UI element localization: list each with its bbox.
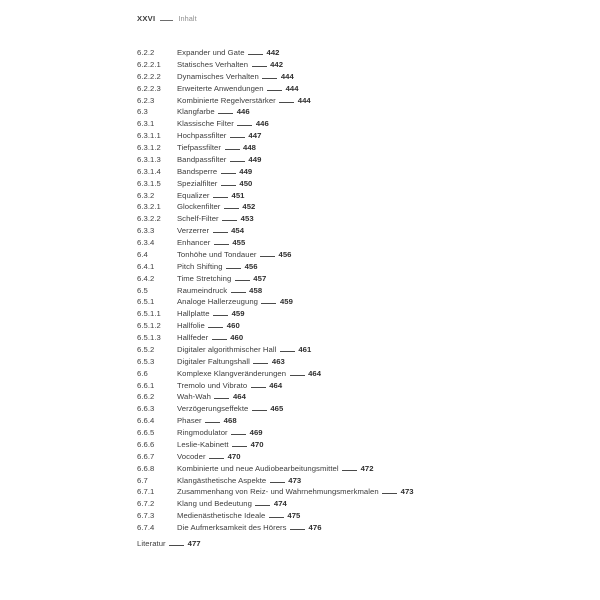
toc-entry-title: Hallfeder [177, 333, 209, 342]
toc-entry-body [177, 452, 241, 461]
toc-entry-body [177, 321, 240, 330]
toc-entry-number: 6.6.8 [137, 463, 155, 473]
toc-entry-title: Phaser [177, 416, 202, 426]
toc-entry[interactable] [137, 416, 557, 428]
toc-entry-page-number: 452 [242, 202, 256, 212]
toc-entry-page-number: 465 [270, 404, 284, 414]
toc-entry[interactable] [137, 476, 557, 488]
toc-entry-page-number: 453 [240, 214, 254, 224]
toc-leader-rule-icon [209, 458, 224, 459]
toc-leader-rule-icon [212, 339, 227, 340]
toc-entry[interactable] [137, 274, 557, 286]
toc-entry-page-number: 474 [273, 499, 287, 509]
toc-entry-page-number: 468 [223, 416, 237, 426]
toc-entry-title: Komplexe Klangveränderungen [177, 368, 287, 378]
toc-entry[interactable] [137, 60, 557, 72]
toc-entry-page-number: 460 [226, 321, 240, 331]
toc-entry-body [177, 191, 244, 200]
toc-entry-body [177, 428, 263, 437]
toc-entry-body [177, 202, 255, 211]
toc-leader-rule-icon [221, 185, 236, 186]
toc-entry[interactable] [137, 440, 557, 452]
toc-entry-page-number: 448 [243, 143, 256, 152]
toc-entry-page-number: 442 [266, 48, 280, 57]
toc-entry-title: Hochpassfilter [177, 131, 227, 141]
table-of-contents [137, 48, 557, 551]
toc-leader-rule-icon [232, 446, 247, 447]
toc-entry-title: Tonhöhe und Tondauer [177, 249, 257, 259]
toc-entry-number: 6.5.1.2 [137, 321, 161, 331]
toc-entry-number: 6.6.5 [137, 428, 155, 437]
toc-entry-page-number: 456 [278, 249, 292, 259]
toc-entry-body [177, 381, 282, 390]
toc-leader-rule-icon [267, 90, 282, 91]
toc-entry-title: Digitaler Faltungshall [177, 356, 250, 366]
toc-entry-number: 6.3.1.3 [137, 154, 161, 164]
toc-entry-page-number: 447 [248, 131, 262, 141]
toc-entry-title: Tremolo und Vibrato [177, 380, 248, 390]
toc-leader-rule-icon [205, 422, 220, 423]
toc-entry-number: 6.7.4 [137, 523, 155, 532]
toc-entry[interactable] [137, 345, 557, 357]
toc-entry-body [177, 143, 256, 152]
toc-entry-number: 6.3 [137, 107, 148, 117]
page-folio-number: XXVI [137, 14, 156, 23]
toc-entry-title: Verzerrer [177, 226, 210, 236]
toc-entry-number: 6.6 [137, 368, 148, 378]
toc-leader-rule-icon [262, 78, 277, 79]
toc-entry-title: Kombinierte Regelverstärker [177, 95, 276, 105]
toc-leader-rule-icon [237, 125, 252, 126]
toc-entry-title: Hallfolie [177, 321, 205, 331]
toc-entry-page-number: 470 [227, 451, 241, 461]
toc-entry-title: Klassische Filter [177, 119, 234, 129]
toc-entry[interactable] [137, 48, 557, 60]
toc-leader-rule-icon [280, 351, 295, 352]
toc-entry-page-number: 464 [308, 368, 322, 378]
toc-entry-body [177, 48, 280, 57]
toc-entry-page-number: 459 [279, 297, 293, 307]
toc-entry-body [177, 60, 283, 69]
toc-entry-page-number: 470 [250, 439, 264, 449]
toc-leader-rule-icon [248, 54, 263, 55]
toc-entry-title: Zusammenhang von Reiz- und Wahrnehmungsmerkmalen [177, 487, 379, 497]
toc-leader-rule-icon [214, 398, 229, 399]
toc-entry-title: Time Stretching [177, 273, 232, 283]
toc-entry-number: 6.2.2.1 [137, 59, 161, 69]
toc-entry-body [177, 131, 261, 140]
toc-leader-rule-icon [230, 137, 245, 138]
toc-entry-page-number: 464 [269, 380, 283, 390]
toc-entry-title: Schelf-Filter [177, 214, 219, 224]
toc-entry[interactable] [137, 487, 557, 499]
toc-entry-body [177, 464, 374, 473]
toc-leader-rule-icon [342, 470, 357, 471]
toc-entry-page-number: 463 [271, 356, 285, 366]
toc-entry[interactable] [137, 96, 557, 108]
toc-entry[interactable] [137, 214, 557, 226]
toc-entry-number: 6.2.3 [137, 95, 155, 105]
toc-leader-rule-icon [231, 434, 246, 435]
toc-entry-number: 6.2.2 [137, 48, 155, 57]
toc-entry[interactable] [137, 84, 557, 96]
toc-leader-rule-icon [290, 529, 305, 530]
toc-leader-rule-icon [214, 244, 229, 245]
toc-leader-rule-icon [208, 327, 223, 328]
toc-leader-rule-icon [222, 220, 237, 221]
toc-entry[interactable] [137, 191, 557, 203]
toc-entry-number: 6.3.2.1 [137, 202, 161, 212]
toc-entry-page-number: 464 [232, 392, 246, 402]
toc-entry-body [177, 72, 294, 81]
toc-entry-body [177, 84, 299, 93]
toc-entry-title: Kombinierte und neue Audiobearbeitungsmittel [177, 463, 339, 473]
toc-entry-body [177, 250, 292, 259]
toc-leader-rule-icon [224, 208, 239, 209]
toc-entry-body [177, 392, 246, 401]
toc-entry-number: 6.7.3 [137, 511, 155, 521]
toc-entry[interactable] [137, 381, 557, 393]
toc-entry[interactable] [137, 155, 557, 167]
toc-entry-number: 6.6.6 [137, 439, 155, 449]
toc-entry-title: Ringmodulator [177, 428, 228, 437]
toc-entry-title: Bandpassfilter [177, 154, 227, 164]
toc-entry-body [177, 511, 300, 520]
toc-entry[interactable] [137, 286, 557, 298]
toc-entry-number: 6.7.1 [137, 487, 155, 497]
toc-entry-page-number: 449 [239, 166, 253, 176]
toc-leader-rule-icon [261, 303, 276, 304]
toc-leader-rule-icon [270, 482, 285, 483]
toc-entry-number: 6.3.1.5 [137, 178, 161, 188]
toc-entry-body [177, 404, 283, 413]
toc-leader-rule-icon [226, 268, 241, 269]
toc-entry-page-number: 456 [244, 261, 258, 271]
toc-leader-rule-icon [213, 232, 228, 233]
toc-entry-number: 6.6.2 [137, 392, 155, 402]
toc-entry-number: 6.3.3 [137, 226, 155, 236]
toc-entry-number: 6.3.4 [137, 238, 155, 247]
toc-entry[interactable] [137, 226, 557, 238]
toc-entry-title: Leslie-Kabinett [177, 439, 229, 449]
toc-leader-rule-icon [213, 197, 228, 198]
toc-entry-number: 6.3.1.2 [137, 143, 161, 152]
toc-entry-page-number: 450 [239, 178, 253, 188]
toc-entry-body [177, 238, 245, 247]
toc-entry-body [177, 487, 414, 496]
toc-entry-body [177, 167, 252, 176]
toc-entry[interactable] [137, 539, 557, 551]
toc-entry-page-number: 473 [288, 475, 302, 485]
toc-entry[interactable] [137, 357, 557, 369]
toc-entry-number: 6.6.3 [137, 404, 155, 414]
toc-entry-body [177, 96, 311, 105]
toc-entry-body [177, 286, 262, 295]
toc-entry[interactable] [137, 131, 557, 143]
toc-entry[interactable] [137, 179, 557, 191]
toc-entry-body [137, 539, 201, 548]
toc-entry-body [177, 226, 244, 235]
toc-entry[interactable] [137, 143, 557, 155]
toc-entry-title: Hallplatte [177, 309, 210, 319]
toc-entry-page-number: 454 [231, 226, 245, 236]
running-head-label: Inhalt [178, 14, 197, 23]
toc-leader-rule-icon [221, 173, 236, 174]
toc-leader-rule-icon [231, 292, 246, 293]
toc-entry-page-number: 458 [249, 285, 263, 295]
toc-entry[interactable] [137, 452, 557, 464]
toc-entry-body [177, 297, 293, 306]
toc-entry-number: 6.6.7 [137, 451, 155, 461]
toc-leader-rule-icon [235, 280, 250, 281]
toc-entry-body [177, 369, 321, 378]
running-head [137, 14, 197, 23]
toc-entry-number: 6.3.2 [137, 190, 155, 200]
toc-entry-title: Verzögerungseffekte [177, 404, 249, 414]
toc-entry-title: Tiefpassfilter [177, 143, 221, 152]
toc-entry-number: 6.5.1 [137, 297, 155, 307]
toc-entry-page-number: 444 [297, 95, 311, 105]
toc-leader-rule-icon [213, 315, 228, 316]
toc-entry-number: 6.3.1.4 [137, 166, 161, 176]
toc-entry-title: Bandsperre [177, 166, 218, 176]
toc-entry[interactable] [137, 369, 557, 381]
toc-entry[interactable] [137, 309, 557, 321]
toc-entry-body [177, 309, 245, 318]
toc-entry[interactable] [137, 167, 557, 179]
toc-entry-page-number: 455 [232, 238, 246, 247]
toc-entry-title: Expander und Gate [177, 48, 245, 57]
toc-leader-rule-icon [290, 375, 305, 376]
toc-entry-body [177, 499, 287, 508]
toc-entry-title: Raumeindruck [177, 285, 228, 295]
toc-entry[interactable] [137, 262, 557, 274]
toc-entry-body [177, 179, 252, 188]
toc-entry[interactable] [137, 333, 557, 345]
toc-entry-title: Vocoder [177, 451, 206, 461]
toc-leader-rule-icon [382, 493, 397, 494]
toc-entry-title: Literatur [137, 539, 166, 549]
toc-entry[interactable] [137, 392, 557, 404]
toc-entry[interactable] [137, 511, 557, 523]
toc-entry-number: 6.3.1.1 [137, 131, 161, 141]
toc-entry-page-number: 461 [298, 344, 312, 354]
toc-entry-title: Wah-Wah [177, 392, 211, 402]
toc-entry-page-number: 475 [287, 511, 301, 521]
toc-entry[interactable] [137, 119, 557, 131]
toc-entry-number: 6.7.2 [137, 499, 155, 509]
toc-entry[interactable] [137, 499, 557, 511]
toc-entry-page-number: 472 [360, 463, 374, 473]
toc-entry[interactable] [137, 250, 557, 262]
toc-entry-title: Klangfarbe [177, 107, 215, 117]
toc-entry-body [177, 416, 237, 425]
toc-entry-number: 6.3.1 [137, 119, 155, 129]
toc-entry-number: 6.2.2.2 [137, 71, 161, 81]
toc-entry-number: 6.5.3 [137, 356, 155, 366]
toc-entry-body [177, 357, 285, 366]
toc-entry-title: Klangästhetische Aspekte [177, 475, 267, 485]
toc-leader-rule-icon [255, 505, 270, 506]
toc-entry-title: Medienästhetische Ideale [177, 511, 266, 521]
toc-entry-title: Digitaler algorithmischer Hall [177, 344, 277, 354]
toc-entry[interactable] [137, 297, 557, 309]
toc-entry-number: 6.4.1 [137, 261, 155, 271]
toc-entry-number: 6.4 [137, 249, 148, 259]
toc-entry-body [177, 523, 322, 532]
toc-entry-page-number: 459 [231, 309, 245, 319]
toc-entry-page-number: 477 [187, 539, 201, 549]
toc-leader-rule-icon [252, 410, 267, 411]
toc-entry-page-number: 460 [230, 333, 244, 342]
toc-entry-title: Pitch Shifting [177, 261, 223, 271]
toc-entry-body [177, 440, 264, 449]
toc-entry-number: 6.4.2 [137, 273, 155, 283]
toc-entry-number: 6.5.2 [137, 344, 155, 354]
toc-entry-title: Analoge Hallerzeugung [177, 297, 258, 307]
toc-entry-body [177, 119, 269, 128]
toc-entry-page-number: 449 [248, 154, 262, 164]
toc-entry[interactable] [137, 523, 557, 535]
toc-entry-page-number: 446 [255, 119, 269, 129]
toc-entry-title: Statisches Verhalten [177, 59, 249, 69]
toc-entry-number: 6.6.4 [137, 416, 155, 426]
toc-entry-number: 6.2.2.3 [137, 83, 161, 93]
toc-leader-rule-icon [253, 363, 268, 364]
toc-entry-title: Spezialfilter [177, 178, 218, 188]
toc-entry[interactable] [137, 202, 557, 214]
toc-leader-rule-icon [169, 545, 184, 546]
toc-entry-body [177, 345, 311, 354]
toc-entry-title: Dynamisches Verhalten [177, 71, 259, 81]
toc-entry-page-number: 444 [280, 71, 294, 81]
toc-entry-title: Erweiterte Anwendungen [177, 83, 264, 93]
toc-entry-page-number: 451 [231, 190, 245, 200]
toc-leader-rule-icon [252, 66, 267, 67]
toc-entry[interactable] [137, 107, 557, 119]
toc-leader-rule-icon [230, 161, 245, 162]
toc-entry-page-number: 476 [308, 523, 322, 532]
toc-entry-title: Klang und Bedeutung [177, 499, 252, 509]
toc-entry-body [177, 214, 254, 223]
toc-entry[interactable] [137, 404, 557, 416]
toc-leader-rule-icon [269, 517, 284, 518]
toc-entry-body [177, 274, 266, 283]
toc-entry[interactable] [137, 464, 557, 476]
toc-entry-body [177, 476, 301, 485]
toc-leader-rule-icon [279, 102, 294, 103]
toc-entry-title: Equalizer [177, 190, 210, 200]
toc-entry-page-number: 469 [249, 428, 263, 437]
toc-entry-number: 6.5.1.1 [137, 309, 161, 319]
toc-entry-title: Enhancer [177, 238, 211, 247]
running-head-rule-icon [160, 20, 173, 21]
toc-entry-title: Glockenfilter [177, 202, 221, 212]
toc-entry[interactable] [137, 238, 557, 250]
toc-entry-body [177, 155, 261, 164]
toc-entry-number: 6.6.1 [137, 380, 155, 390]
toc-entry-body [177, 333, 243, 342]
toc-entry-page-number: 473 [400, 487, 414, 497]
toc-entry-number: 6.3.2.2 [137, 214, 161, 224]
toc-leader-rule-icon [260, 256, 275, 257]
toc-entry-page-number: 457 [253, 273, 267, 283]
toc-entry-page-number: 442 [270, 59, 284, 69]
toc-leader-rule-icon [225, 149, 240, 150]
toc-entry-body [177, 107, 250, 116]
toc-entry-page-number: 444 [285, 83, 299, 93]
toc-entry-title: Die Aufmerksamkeit des Hörers [177, 523, 287, 532]
toc-entry-page-number: 446 [236, 107, 250, 117]
toc-entry[interactable] [137, 321, 557, 333]
toc-entry-number: 6.7 [137, 475, 148, 485]
toc-entry[interactable] [137, 428, 557, 440]
toc-entry-body [177, 262, 258, 271]
toc-entry-number: 6.5.1.3 [137, 333, 161, 342]
toc-entry-number: 6.5 [137, 285, 148, 295]
toc-leader-rule-icon [218, 113, 233, 114]
toc-leader-rule-icon [251, 387, 266, 388]
toc-entry[interactable] [137, 72, 557, 84]
